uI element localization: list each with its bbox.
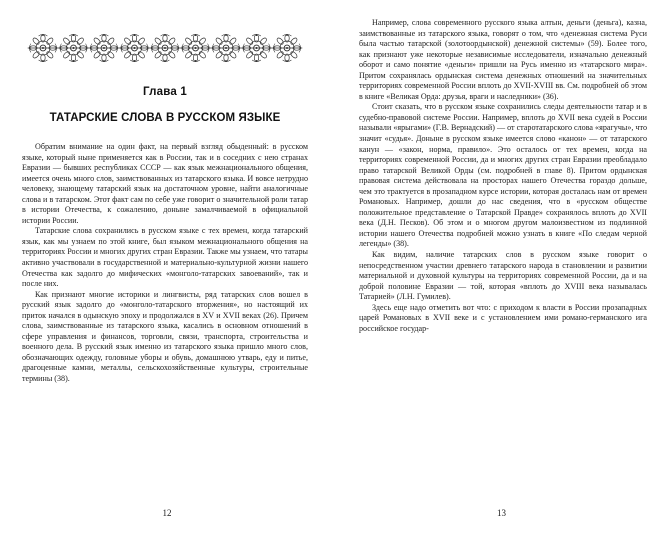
page-number-right: 13	[497, 508, 506, 518]
paragraph: Здесь еще надо отметить вот что: с приходом к власти в России прозападных царей Романовых в XVII веке и с установлением ими романо-германского ига российское государ-	[359, 302, 647, 333]
floral-rosette-border-icon	[22, 26, 308, 70]
paragraph: Татарские слова сохранились в русском языке с тех времен, когда татарский язык, как мы узнаем по этой книге, был языком межнационального общения на территориях России и многих других стран Евразии. Также мы узнаем, что татары активно участвовали в государственной и материально-культурной жизни нашего Отечества как задолго до мифических «монголо-татарских завоеваний», так и после них.	[22, 226, 308, 289]
chapter-title: ТАТАРСКИЕ СЛОВА В РУССКОМ ЯЗЫКЕ	[49, 112, 281, 124]
paragraph: Например, слова современного русского языка алтын, деньги (деньга), казна, заимствованные из татарского языка, говорят о том, что «денежная система Руси была частью татарской (золотоордынской) денежной системы» (59). Более того, как признают уже некоторые независимые исследователи, изначально денежный оборот и само понятие «деньги» пришли на Русь именно из «татарского мира». Притом сохранялась ордынская система денежных отношений на значительных территориях современной России вплоть до XVII-XVIII вв. См. подробней об этом в книге «Великая Орда: друзья, враги и наследники» (36).	[359, 18, 647, 101]
right-page	[334, 0, 669, 540]
left-page	[0, 0, 334, 540]
chapter-number: Глава 1	[143, 86, 187, 98]
page-number-left: 12	[162, 508, 172, 518]
right-page-body	[359, 18, 647, 334]
paragraph: Обратим внимание на один факт, на первый взгляд обыденный: в русском языке, который ныне применяется как в России, так и в соседних с нею странах Евразии — бывших республиках СССР — как язык межнационального общения, имеется очень много слов, заимствованных из татарского языка. И вовсе нетрудно человеку, знающему татарский язык на достаточном уровне, найти аналогичные слова и в татарском. Этот факт сам по себе уже говорит о значительной роли татар в истории Отечества, к сожалению, доныне замалчиваемой в официальной истории России.	[22, 142, 308, 225]
paragraph: Как признают многие историки и лингвисты, ряд татарских слов вошел в русский язык задолго до «монголо-татарского вторжения», но настоящий их приток начался в одынскую эпоху и продолжался в XV и XVII веках (26). Причем слова, заимствованные из татарского языка, касались в основном отношений в сфере управления и финансов, торговли, связи, транспорта, строительства и военного дела. В русский язык именно из татарского языка пришло много слов, обозначающих одежду, головные уборы и обувь, домашнюю утварь, еду и питье, драгоценные камни, металлы, сельскохозяйственные культуры, строительные термины (38).	[22, 289, 308, 384]
paragraph: Как видим, наличие татарских слов в русском языке говорит о непосредственном участии древнего татарского народа в становлении и развитии материальной и духовной культуры на территориях современной России, да и на доброй половине Евразии — той, которая «вплоть до XVIII века называлась Татарией» (Л.Н. Гумилев).	[359, 250, 647, 302]
left-page-body	[22, 142, 308, 385]
paragraph: Стоит сказать, что в русском языке сохранились следы деятельности татар и в судебно-правовой системе России. Например, вплоть до XVII века судей в России называли «ярыгами» (Г.В. Вернадский) — от старотатарского слова «ярагучы», что значит «судья». Доныне в русском языке имеется слово «канон» — от татарского канун — «закон, норма, правило». Это осталось от тех времен, когда на территориях современной России, да и многих других стран Евразии преобладало право татарской Великой Орды (см. подробней в главе 8). Притом ордынская правовая система действовала на просторах нашего Отечества гораздо дольше, чем это трактуется в прозападном курсе истории, которая досталась нам от времен Романовых. Например, дошли до нас сведения, что в «русском обществе положительное представление о Татарской Правде» сохранялось вплоть до XVII века (Д.Н. Песков). Об этом и о многом другом малоизвестном из подлинной истории нашего Отечества подробней можно узнать в книге «По следам черной легенды» (38).	[359, 102, 647, 249]
